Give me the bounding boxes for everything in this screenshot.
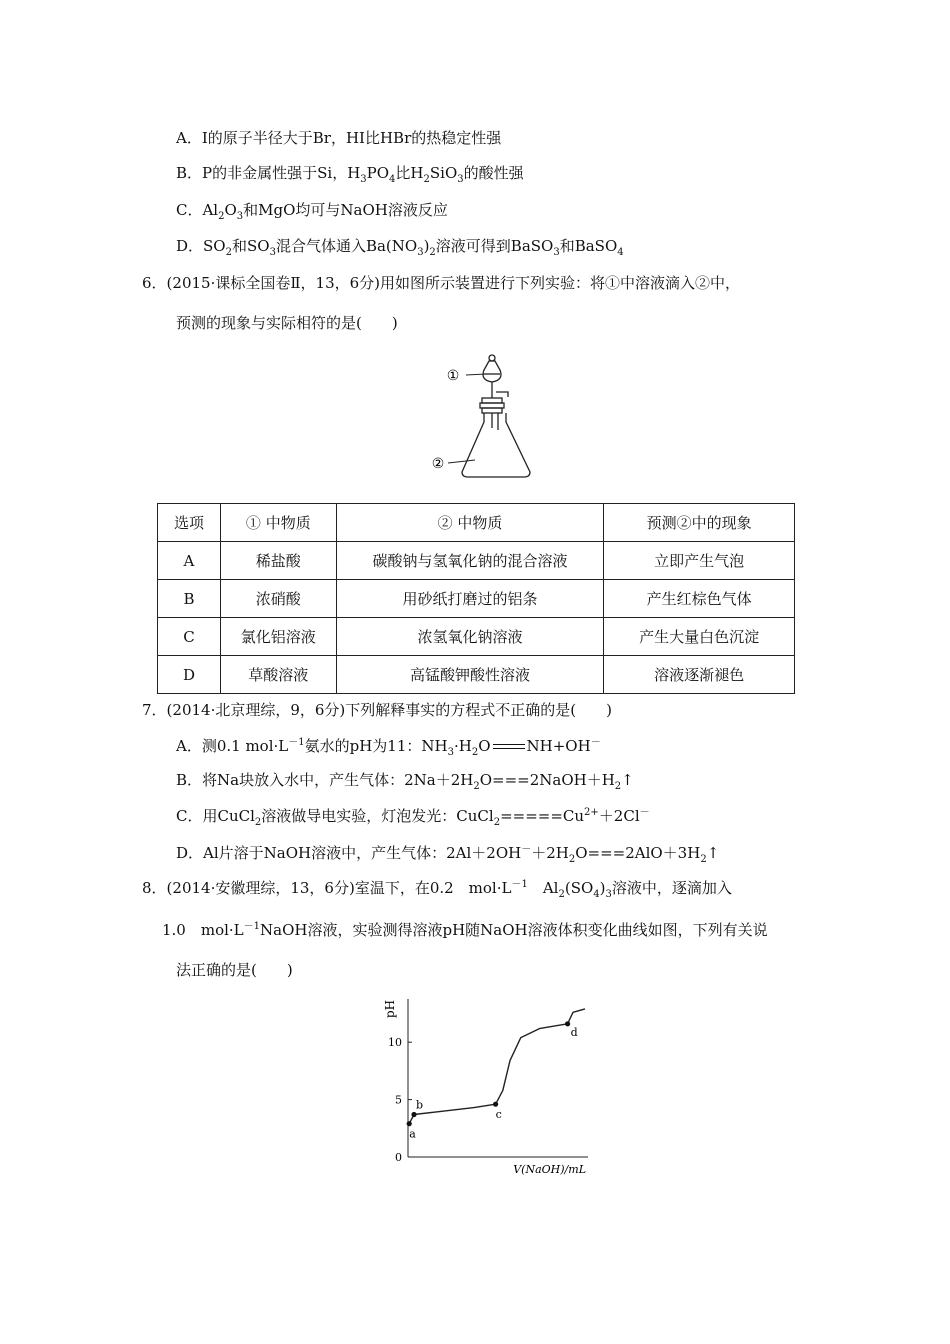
table-header: 选项	[158, 504, 221, 542]
point-label-d: d	[570, 1025, 578, 1039]
label-1: ①	[446, 368, 460, 384]
q8-stem-line3: 法正确的是( )	[176, 961, 293, 979]
q5-option-c: C．$Al_2O_3$和MgO均可与NaOH溶液反应	[176, 201, 448, 222]
q6-stem-line1: 6．(2015·课标全国卷Ⅱ，13，6分)用如图所示装置进行下列实验：将①中溶液滴入②中，	[142, 274, 741, 292]
table-cell: 立即产生气泡	[604, 542, 795, 580]
ph-titration-chart	[380, 995, 600, 1180]
y-tick-label: 10	[388, 1036, 402, 1050]
ph-curve	[409, 1009, 585, 1124]
table-row	[158, 618, 795, 656]
label-2: ②	[431, 456, 445, 472]
table-cell: 高锰酸钾酸性溶液	[336, 656, 604, 694]
table-cell: 浓氢氧化钠溶液	[336, 618, 604, 656]
q7-option-a: A．测0.1 $mol\cdot L^{-1}$氨水的pH为11：$NH_3\cdot H_2O$ NH+OH－	[176, 737, 601, 758]
equilibrium-arrow	[493, 742, 525, 752]
data-point-c	[493, 1102, 498, 1107]
data-point-a	[407, 1121, 412, 1126]
point-label-a: a	[409, 1127, 416, 1141]
table-cell: 用砂纸打磨过的铝条	[336, 580, 604, 618]
table-cell: 碳酸钠与氢氧化钠的混合溶液	[336, 542, 604, 580]
table-cell: C	[158, 618, 221, 656]
table-cell: B	[158, 580, 221, 618]
y-axis-label: pH	[383, 999, 397, 1019]
table-row	[158, 656, 795, 694]
table-header: ② 中物质	[336, 504, 604, 542]
q7-option-d: D．Al片溶于NaOH溶液中，产生气体：$2Al+2OH^-+2H_2O===2AlO+3H_2↑$	[176, 844, 720, 865]
q5-option-d: D．$SO_2$和$SO_3$混合气体通入$Ba(NO_3)_2$溶液可得到BaSO$_3$和BaSO$_4$	[176, 237, 624, 258]
table-cell: 产生大量白色沉淀	[604, 618, 795, 656]
y-tick-label: 0	[395, 1151, 402, 1164]
q8-stem-line1: 8．(2014·安徽理综，13，6分)室温下，在0.2 $mol\cdot L^{-1}$ $Al_2(SO_4)_3$溶液中，逐滴加入	[142, 879, 732, 900]
apparatus-figure	[420, 350, 540, 480]
table-header: 预测②中的现象	[604, 504, 795, 542]
y-tick-label: 5	[395, 1093, 402, 1107]
point-label-b: b	[416, 1098, 424, 1112]
table-cell: D	[158, 656, 221, 694]
x-axis-label: V(NaOH)/mL	[513, 1163, 586, 1176]
q7-stem: 7．(2014·北京理综，9，6分)下列解释事实的方程式不正确的是( )	[142, 701, 612, 719]
table-cell: 浓硝酸	[220, 580, 336, 618]
table-row	[158, 580, 795, 618]
data-point-b	[411, 1112, 416, 1117]
point-label-c: c	[495, 1108, 502, 1122]
table-cell: A	[158, 542, 221, 580]
table-header-row	[158, 504, 795, 542]
q5-option-a: A．I的原子半径大于Br，HI比HBr的热稳定性强	[176, 129, 502, 147]
table-cell: 稀盐酸	[220, 542, 336, 580]
q5-option-b: B．P的非金属性强于Si，$H_3PO_4$比$H_2SiO_3$的酸性强	[176, 164, 524, 185]
table-cell: 溶液逐渐褪色	[604, 656, 795, 694]
q6-stem-line2: 预测的现象与实际相符的是( )	[176, 314, 398, 332]
q7-option-b: B．将Na块放入水中，产生气体：$2Na+2H_2O===2NaOH+H_2↑$	[176, 771, 634, 792]
q7-option-c: C．用CuCl$_2$溶液做导电实验，灯泡发光：$CuCl_2=====Cu^{2+}+2Cl^-$	[176, 807, 650, 828]
reagent-table	[157, 503, 795, 694]
q8-stem-line2: 1.0 $mol\cdot L^{-1}NaOH$溶液，实验测得溶液pH随NaOH溶液体积变化曲线如图，下列有关说	[162, 921, 768, 939]
table-cell: 产生红棕色气体	[604, 580, 795, 618]
table-cell: 草酸溶液	[220, 656, 336, 694]
table-header: ① 中物质	[220, 504, 336, 542]
table-row	[158, 542, 795, 580]
table-cell: 氯化铝溶液	[220, 618, 336, 656]
data-point-d	[565, 1021, 570, 1026]
